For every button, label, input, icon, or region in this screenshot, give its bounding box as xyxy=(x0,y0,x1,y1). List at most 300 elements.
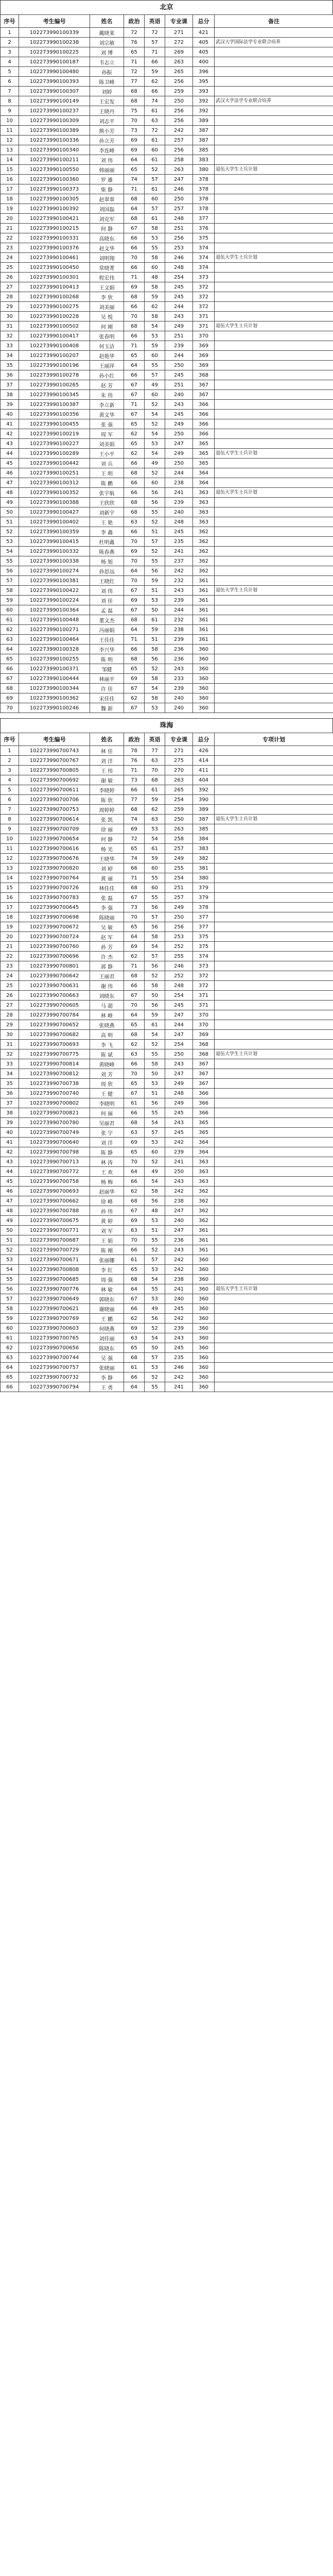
table-cell: 366 xyxy=(193,429,215,439)
table-cell: 51 xyxy=(145,635,165,645)
table-cell: 59 xyxy=(1,596,19,605)
table-cell: 14 xyxy=(1,155,19,165)
table-cell: 241 xyxy=(165,1284,193,1294)
table-cell: 102273990100271 xyxy=(19,625,90,635)
table-cell: 60 xyxy=(145,478,165,488)
table-cell: 高 明 xyxy=(90,1030,124,1040)
col-header: 考生编号 xyxy=(19,733,90,746)
table-row xyxy=(1,106,333,116)
table-cell: 102273990100373 xyxy=(19,184,90,194)
table-cell: 王丽萍 xyxy=(90,361,124,370)
table-cell: 王宏发 xyxy=(90,96,124,106)
table-cell xyxy=(215,47,333,57)
table-cell: 67 xyxy=(124,703,145,713)
table-cell: 刘宗敏 xyxy=(90,38,124,47)
table-row xyxy=(1,596,333,605)
table-cell: 62 xyxy=(145,805,165,815)
table-cell: 247 xyxy=(165,1030,193,1040)
table-cell: 22 xyxy=(1,952,19,961)
table-cell: 李 飞 xyxy=(90,1040,124,1049)
table-row xyxy=(1,488,333,498)
table-cell: 245 xyxy=(165,370,193,380)
table-cell: 王 明 xyxy=(90,468,124,478)
table-cell: 67 xyxy=(124,410,145,419)
table-cell: 102273990100224 xyxy=(19,596,90,605)
table-cell: 57 xyxy=(145,537,165,547)
table-cell: 249 xyxy=(165,1098,193,1108)
table-cell: 51 xyxy=(145,586,165,596)
table-cell: 53 xyxy=(145,703,165,713)
table-row xyxy=(1,194,333,204)
table-cell: 51 xyxy=(1,1235,19,1245)
table-cell xyxy=(215,429,333,439)
table-cell: 何 静 xyxy=(90,224,124,233)
table-cell: 102273990100371 xyxy=(19,664,90,674)
table-cell: 66 xyxy=(124,1372,145,1382)
table-cell: 赵 军 xyxy=(90,932,124,942)
table-cell: 65 xyxy=(124,351,145,361)
table-cell: 256 xyxy=(165,116,193,126)
table-cell xyxy=(215,556,333,566)
table-cell: 102273990700820 xyxy=(19,863,90,873)
table-cell: 李 欣 xyxy=(90,292,124,302)
table-cell: 362 xyxy=(193,537,215,547)
table-cell xyxy=(215,214,333,224)
table-cell xyxy=(215,991,333,1001)
table-cell: 362 xyxy=(193,1206,215,1216)
table-cell: 102273990100345 xyxy=(19,390,90,400)
table-cell: 239 xyxy=(165,1324,193,1333)
table-cell: 孙 芳 xyxy=(90,942,124,952)
table-cell: 102273990700757 xyxy=(19,1363,90,1372)
table-cell: 378 xyxy=(193,204,215,214)
table-cell: 7 xyxy=(1,87,19,96)
table-cell: 54 xyxy=(145,1118,165,1128)
table-cell: 何 刚 xyxy=(90,321,124,331)
table-cell: 64 xyxy=(124,566,145,576)
table-cell: 405 xyxy=(193,47,215,57)
table-cell xyxy=(215,1059,333,1069)
table-cell: 59 xyxy=(145,1010,165,1020)
table-cell: 29 xyxy=(1,302,19,312)
table-cell xyxy=(215,576,333,586)
table-cell: 17 xyxy=(1,184,19,194)
table-cell: 72 xyxy=(124,834,145,844)
table-cell: 65 xyxy=(124,1265,145,1275)
table-cell: 71 xyxy=(124,635,145,645)
table-cell: 362 xyxy=(193,556,215,566)
table-cell: 54 xyxy=(145,1030,165,1040)
table-cell: 65 xyxy=(124,47,145,57)
table-cell: 102273990700805 xyxy=(19,766,90,775)
table-cell: 退伍大学生士兵计划 xyxy=(215,488,333,498)
table-cell: 102273990100376 xyxy=(19,243,90,253)
table-cell xyxy=(215,1020,333,1030)
table-cell: 62 xyxy=(1,625,19,635)
table-cell: 361 xyxy=(193,635,215,645)
table-cell: 102273990100344 xyxy=(19,684,90,693)
table-cell: 71 xyxy=(124,961,145,971)
table-cell: 58 xyxy=(145,674,165,684)
table-cell: 102273990100305 xyxy=(19,194,90,204)
table-cell: 黄文华 xyxy=(90,410,124,419)
table-cell: 53 xyxy=(145,439,165,449)
table-cell: 54 xyxy=(145,942,165,952)
table-cell: 21 xyxy=(1,224,19,233)
table-cell: 360 xyxy=(193,1343,215,1353)
table-cell: 徐 峰 xyxy=(90,1196,124,1206)
table-cell: 55 xyxy=(1,1275,19,1284)
table-cell: 58 xyxy=(145,932,165,942)
table-cell: 66 xyxy=(124,233,145,243)
table-cell: 45 xyxy=(1,459,19,468)
table-cell: 239 xyxy=(165,498,193,507)
table-cell: 赵丽华 xyxy=(90,1187,124,1196)
table-cell: 72 xyxy=(145,28,165,38)
table-cell: 56 xyxy=(145,1098,165,1108)
table-cell: 366 xyxy=(193,1089,215,1098)
table-cell: 256 xyxy=(165,77,193,87)
table-cell: 陈卫峰 xyxy=(90,77,124,87)
section-zhuhai xyxy=(0,718,333,1392)
table-cell: 256 xyxy=(165,145,193,155)
table-cell: 243 xyxy=(165,664,193,674)
table-row xyxy=(1,292,333,302)
table-cell: 55 xyxy=(145,243,165,253)
table-cell: 247 xyxy=(165,175,193,184)
table-cell xyxy=(215,912,333,922)
table-cell: 27 xyxy=(1,1001,19,1010)
table-cell: 4 xyxy=(1,775,19,785)
table-cell: 102273990100364 xyxy=(19,605,90,615)
table-cell xyxy=(215,952,333,961)
table-cell: 孙振 xyxy=(90,67,124,77)
table-row xyxy=(1,282,333,292)
table-cell: 林 敏 xyxy=(90,1284,124,1294)
table-cell xyxy=(215,380,333,390)
table-cell: 102273990100444 xyxy=(19,674,90,684)
table-cell: 236 xyxy=(165,654,193,664)
table-cell: 39 xyxy=(1,400,19,410)
table-cell: 379 xyxy=(193,883,215,893)
table-cell: 5 xyxy=(1,785,19,795)
table-cell: 58 xyxy=(145,224,165,233)
table-cell: 380 xyxy=(193,165,215,175)
table-cell: 38 xyxy=(1,1108,19,1118)
table-cell: 395 xyxy=(193,77,215,87)
table-cell: 380 xyxy=(193,873,215,883)
table-row xyxy=(1,1235,333,1245)
table-cell xyxy=(215,1138,333,1147)
table-cell xyxy=(215,1304,333,1314)
table-cell: 102273990100332 xyxy=(19,547,90,556)
table-cell: 387 xyxy=(193,815,215,824)
table-cell: 林 峰 xyxy=(90,1010,124,1020)
table-cell: 53 xyxy=(145,596,165,605)
table-cell: 陈晓丽 xyxy=(90,912,124,922)
col-header: 总分 xyxy=(193,15,215,28)
table-cell: 242 xyxy=(165,1255,193,1265)
table-cell: 王欣欣 xyxy=(90,498,124,507)
table-row xyxy=(1,1265,333,1275)
table-cell: 48 xyxy=(145,273,165,282)
table-cell xyxy=(215,1147,333,1157)
table-cell: 102273990700652 xyxy=(19,1020,90,1030)
table-cell: 58 xyxy=(145,981,165,991)
table-cell: 19 xyxy=(1,922,19,932)
table-row xyxy=(1,410,333,419)
table-cell: 68 xyxy=(124,1196,145,1206)
table-cell: 周婷婷 xyxy=(90,805,124,815)
table-cell: 263 xyxy=(165,824,193,834)
table-cell xyxy=(215,1265,333,1275)
table-cell: 刘克军 xyxy=(90,214,124,224)
table-row xyxy=(1,1040,333,1049)
table-cell: 68 xyxy=(124,214,145,224)
table-cell: 67 xyxy=(1,674,19,684)
table-cell xyxy=(215,468,333,478)
table-cell xyxy=(215,625,333,635)
table-cell xyxy=(215,1343,333,1353)
table-cell: 102273990700740 xyxy=(19,1089,90,1098)
table-cell xyxy=(215,194,333,204)
table-cell: 241 xyxy=(165,1157,193,1167)
table-cell: 55 xyxy=(145,1284,165,1294)
table-cell xyxy=(215,1128,333,1138)
table-cell: 374 xyxy=(193,253,215,263)
table-cell: 382 xyxy=(193,854,215,863)
table-cell: 102273990700753 xyxy=(19,805,90,815)
table-cell: 52 xyxy=(1,527,19,537)
table-cell xyxy=(215,903,333,912)
table-cell: 60 xyxy=(145,390,165,400)
table-cell: 55 xyxy=(145,361,165,370)
table-cell: 陈 刚 xyxy=(90,1245,124,1255)
table-cell: 61 xyxy=(145,214,165,224)
table-cell: 360 xyxy=(193,645,215,654)
table-cell: 何玉洁 xyxy=(90,341,124,351)
table-cell: 孙 伟 xyxy=(90,1206,124,1216)
table-cell xyxy=(215,155,333,165)
table-cell: 361 xyxy=(193,1226,215,1235)
table-cell: 383 xyxy=(193,155,215,165)
table-row xyxy=(1,1089,333,1098)
table-cell: 248 xyxy=(165,263,193,273)
table-cell: 247 xyxy=(165,1206,193,1216)
table-cell xyxy=(215,224,333,233)
table-cell: 16 xyxy=(1,893,19,903)
table-row xyxy=(1,586,333,596)
table-row xyxy=(1,57,333,67)
table-cell: 102273990100336 xyxy=(19,135,90,145)
table-cell xyxy=(215,28,333,38)
table-cell: 刘晓东 xyxy=(90,991,124,1001)
table-cell: 19 xyxy=(1,204,19,214)
table-cell: 62 xyxy=(124,1187,145,1196)
table-cell: 102273990100265 xyxy=(19,380,90,390)
col-header: 英语 xyxy=(145,15,165,28)
table-cell: 42 xyxy=(1,1147,19,1157)
table-cell: 364 xyxy=(193,1138,215,1147)
table-cell xyxy=(215,981,333,991)
table-cell: 王晓丹 xyxy=(90,106,124,116)
section-beijing xyxy=(0,0,333,713)
table-cell: 361 xyxy=(193,576,215,586)
table-cell: 12 xyxy=(1,135,19,145)
table-cell xyxy=(215,273,333,282)
table-cell: 陈 鹏 xyxy=(90,478,124,488)
table-cell: 67 xyxy=(124,1294,145,1304)
table-cell: 102273990100422 xyxy=(19,586,90,596)
table-cell: 59 xyxy=(145,67,165,77)
table-cell: 77 xyxy=(124,77,145,87)
table-cell: 52 xyxy=(145,971,165,981)
table-row xyxy=(1,527,333,537)
table-cell: 66 xyxy=(124,645,145,654)
table-cell xyxy=(215,1206,333,1216)
table-cell: 68 xyxy=(124,883,145,893)
table-cell: 44 xyxy=(1,1167,19,1177)
table-cell: 张丽娜 xyxy=(90,1255,124,1265)
score-table xyxy=(0,733,333,1392)
table-cell: 68 xyxy=(124,96,145,106)
table-row xyxy=(1,1118,333,1128)
table-cell: 67 xyxy=(124,586,145,596)
table-cell: 黄晓峰 xyxy=(90,1059,124,1069)
table-cell: 64 xyxy=(1,645,19,654)
table-cell: 360 xyxy=(193,674,215,684)
table-cell: 23 xyxy=(1,243,19,253)
table-cell: 65 xyxy=(124,1343,145,1353)
section-title: 珠海 xyxy=(0,718,333,733)
table-cell: 242 xyxy=(165,126,193,135)
table-cell: 9 xyxy=(1,824,19,834)
table-cell: 王 伟 xyxy=(90,766,124,775)
table-cell: 51 xyxy=(145,1226,165,1235)
table-cell: 232 xyxy=(165,615,193,625)
table-row xyxy=(1,1049,333,1059)
table-cell: 71 xyxy=(124,341,145,351)
table-cell: 247 xyxy=(165,1010,193,1020)
table-cell: 371 xyxy=(193,1001,215,1010)
table-cell: 246 xyxy=(165,961,193,971)
table-row xyxy=(1,263,333,273)
table-cell: 239 xyxy=(165,684,193,693)
table-cell xyxy=(215,145,333,155)
table-cell: 30 xyxy=(1,1030,19,1040)
table-cell xyxy=(215,1333,333,1343)
table-cell: 58 xyxy=(145,1187,165,1196)
table-cell: 366 xyxy=(193,400,215,410)
table-cell: 248 xyxy=(165,1089,193,1098)
table-cell: 372 xyxy=(193,302,215,312)
table-cell xyxy=(215,834,333,844)
table-cell: 韩丽丽 xyxy=(90,165,124,175)
table-cell: 256 xyxy=(165,233,193,243)
table-cell: 64 xyxy=(124,1010,145,1020)
table-cell: 102273990100360 xyxy=(19,175,90,184)
table-cell: 53 xyxy=(1,537,19,547)
table-cell: 363 xyxy=(193,488,215,498)
table-cell: 366 xyxy=(193,1108,215,1118)
table-cell: 56 xyxy=(145,654,165,664)
table-cell: 102273990100427 xyxy=(19,507,90,517)
table-cell: 263 xyxy=(165,57,193,67)
table-cell: 吴 敏 xyxy=(90,922,124,932)
table-cell: 36 xyxy=(1,1089,19,1098)
table-cell: 65 xyxy=(124,1147,145,1157)
table-cell: 70 xyxy=(145,766,165,775)
table-row xyxy=(1,302,333,312)
table-cell: 陈 静 xyxy=(90,1147,124,1157)
table-cell: 谢晓丽 xyxy=(90,1304,124,1314)
table-cell: 2 xyxy=(1,38,19,47)
table-cell: 李晓明 xyxy=(90,1098,124,1108)
table-cell: 383 xyxy=(193,844,215,854)
table-cell xyxy=(215,1314,333,1324)
table-cell: 102273990700672 xyxy=(19,922,90,932)
table-cell: 102273990700765 xyxy=(19,1333,90,1343)
table-cell: 102273990700798 xyxy=(19,1147,90,1157)
table-cell: 68 xyxy=(124,468,145,478)
table-cell: 255 xyxy=(165,952,193,961)
table-cell: 55 xyxy=(145,1235,165,1245)
table-cell: 102273990700821 xyxy=(19,1108,90,1118)
table-cell: 罗 雄 xyxy=(90,175,124,184)
table-cell: 258 xyxy=(165,834,193,844)
table-row xyxy=(1,1226,333,1235)
table-row xyxy=(1,991,333,1001)
table-cell: 孙思远 xyxy=(90,566,124,576)
table-cell: 253 xyxy=(165,243,193,253)
table-cell: 李晓婷 xyxy=(90,785,124,795)
table-cell: 49 xyxy=(145,380,165,390)
table-cell: 刘佳丽 xyxy=(90,1333,124,1343)
table-cell: 374 xyxy=(193,263,215,273)
table-cell: 11 xyxy=(1,126,19,135)
table-cell: 366 xyxy=(193,1098,215,1108)
table-cell: 102273990100480 xyxy=(19,67,90,77)
table-cell: 263 xyxy=(165,775,193,785)
table-cell: 54 xyxy=(145,449,165,459)
table-cell: 102273990700605 xyxy=(19,1001,90,1010)
table-cell: 233 xyxy=(165,674,193,684)
table-cell: 退伍大学生士兵计划 xyxy=(215,1049,333,1059)
table-row xyxy=(1,873,333,883)
table-row xyxy=(1,1363,333,1372)
table-cell: 362 xyxy=(193,566,215,576)
table-cell: 61 xyxy=(145,1020,165,1030)
table-cell: 52 xyxy=(145,1040,165,1049)
table-cell: 102273990700709 xyxy=(19,824,90,834)
table-cell: 67 xyxy=(124,684,145,693)
table-cell: 陈 斌 xyxy=(90,1049,124,1059)
table-cell: 69 xyxy=(124,1138,145,1147)
table-cell: 赵 芳 xyxy=(90,380,124,390)
table-cell: 61 xyxy=(124,1098,145,1108)
table-cell: 56 xyxy=(145,903,165,912)
table-cell: 102273990700698 xyxy=(19,912,90,922)
table-cell: 67 xyxy=(124,380,145,390)
table-cell: 52 xyxy=(145,664,165,674)
table-cell: 杨 梅 xyxy=(90,1177,124,1187)
table-cell: 378 xyxy=(193,194,215,204)
table-cell: 55 xyxy=(145,893,165,903)
table-cell: 60 xyxy=(1,605,19,615)
table-cell: 73 xyxy=(124,126,145,135)
table-cell: 刘美丽 xyxy=(90,302,124,312)
table-cell: 韦志立 xyxy=(90,57,124,67)
